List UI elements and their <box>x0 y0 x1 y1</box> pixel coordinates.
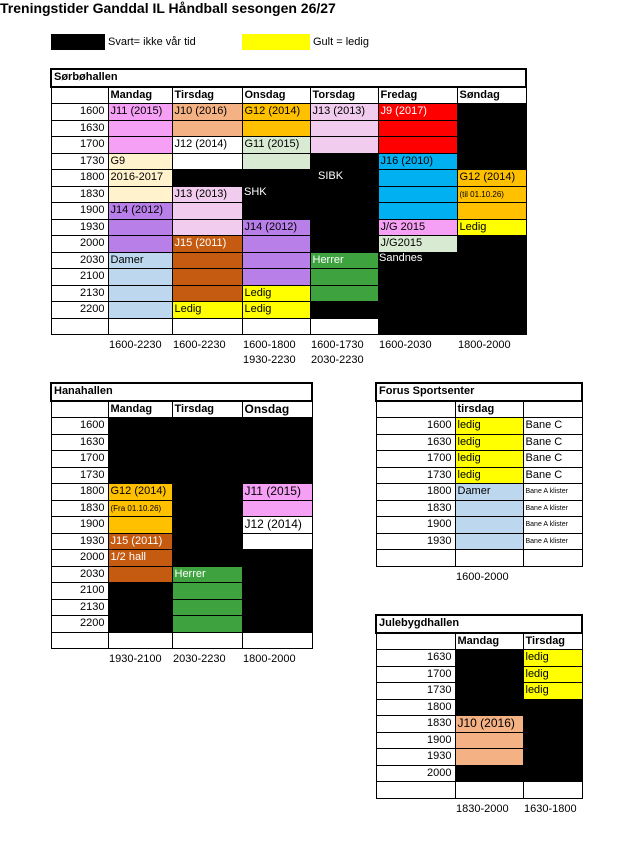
schedule-cell: G9 <box>108 153 172 170</box>
schedule-cell <box>242 269 310 286</box>
schedule-cell <box>172 533 242 550</box>
day-header: Fredag <box>378 87 457 104</box>
time-cell: 2000 <box>51 236 108 253</box>
schedule-cell <box>108 186 172 203</box>
time-row <box>51 550 312 567</box>
schedule-cell: J10 (2016) <box>172 104 242 121</box>
time-range-summary: 1600-2000 <box>456 571 509 583</box>
schedule-cell: 2016-2017 <box>108 170 172 187</box>
time-cell: 1700 <box>51 137 108 154</box>
time-cell: 1930 <box>51 219 108 236</box>
schedule-cell <box>455 732 523 749</box>
schedule-cell <box>457 285 526 302</box>
time-row <box>51 252 526 269</box>
schedule-cell <box>457 120 526 137</box>
schedule-cell: G11 (2015) <box>242 137 310 154</box>
day-header: Tirsdag <box>172 401 242 418</box>
schedule-cell <box>242 203 310 220</box>
time-cell <box>376 782 455 799</box>
time-cell: 1930 <box>376 749 455 766</box>
schedule-cell <box>455 666 523 683</box>
schedule-cell <box>242 467 312 484</box>
schedule-cell: ledig <box>523 650 582 667</box>
schedule-cell <box>310 153 378 170</box>
time-row <box>376 550 582 567</box>
time-row <box>51 120 526 137</box>
schedule-cell <box>172 269 242 286</box>
time-row <box>376 418 582 435</box>
time-header <box>51 87 108 104</box>
schedule-cell <box>172 120 242 137</box>
schedule-cell <box>172 434 242 451</box>
schedule-cell <box>108 269 172 286</box>
schedule-cell <box>378 203 457 220</box>
time-row <box>51 153 526 170</box>
time-row <box>376 467 582 484</box>
page-title: Treningstider Ganddal IL Håndball sesongen 26/27 <box>0 0 336 16</box>
schedule-cell: ledig <box>455 451 523 468</box>
time-cell: 1600 <box>376 418 455 435</box>
schedule-cell <box>455 765 523 782</box>
schedule-cell <box>108 120 172 137</box>
schedule-cell: J15 (2011) <box>172 236 242 253</box>
schedule-cell <box>172 484 242 501</box>
time-row <box>376 533 582 550</box>
schedule-cell <box>242 583 312 600</box>
schedule-cell <box>108 583 172 600</box>
sandnes-label: Sandnes <box>379 252 423 264</box>
time-row <box>51 599 312 616</box>
time-cell: 2030 <box>51 566 108 583</box>
time-cell: 2130 <box>51 599 108 616</box>
schedule-cell: J12 (2014) <box>242 517 312 534</box>
schedule-cell <box>310 318 378 335</box>
time-row <box>51 451 312 468</box>
time-cell: 1730 <box>51 153 108 170</box>
schedule-cell <box>108 632 172 649</box>
time-row <box>376 434 582 451</box>
schedule-cell <box>108 318 172 335</box>
schedule-cell <box>108 236 172 253</box>
time-row <box>51 484 312 501</box>
time-row <box>376 732 582 749</box>
schedule-cell <box>310 269 378 286</box>
legend-yellow-swatch <box>242 34 310 50</box>
time-header <box>376 401 455 418</box>
schedule-cell <box>108 599 172 616</box>
time-row <box>51 517 312 534</box>
schedule-cell <box>108 219 172 236</box>
schedule-cell <box>172 318 242 335</box>
schedule-cell <box>310 186 378 203</box>
schedule-cell: J14 (2012) <box>108 203 172 220</box>
time-cell <box>51 632 108 649</box>
schedule-cell <box>378 137 457 154</box>
schedule-cell <box>242 434 312 451</box>
time-cell <box>51 318 108 335</box>
schedule-cell: Bane C <box>523 434 582 451</box>
time-cell: 1700 <box>376 666 455 683</box>
time-row <box>376 517 582 534</box>
sorbohallen-schedule-table <box>50 68 527 335</box>
time-cell: 1630 <box>51 434 108 451</box>
schedule-cell: J11 (2015) <box>242 484 312 501</box>
schedule-cell: J9 (2017) <box>378 104 457 121</box>
time-cell: 1900 <box>376 517 455 534</box>
time-row <box>51 219 526 236</box>
schedule-cell <box>108 418 172 435</box>
time-cell: 1930 <box>376 533 455 550</box>
schedule-cell <box>457 104 526 121</box>
time-row <box>51 533 312 550</box>
schedule-cell <box>310 219 378 236</box>
schedule-cell <box>242 550 312 567</box>
schedule-cell <box>455 782 523 799</box>
time-cell: 1730 <box>51 467 108 484</box>
schedule-cell <box>378 269 457 286</box>
schedule-cell <box>108 137 172 154</box>
time-row <box>51 236 526 253</box>
time-cell: 1730 <box>376 467 455 484</box>
schedule-cell: ledig <box>523 666 582 683</box>
schedule-cell <box>172 467 242 484</box>
time-row <box>376 451 582 468</box>
schedule-cell <box>457 269 526 286</box>
time-row <box>376 683 582 700</box>
legend-black-swatch <box>51 34 105 50</box>
time-row <box>376 650 582 667</box>
schedule-cell <box>455 650 523 667</box>
time-cell: 1730 <box>376 683 455 700</box>
schedule-cell <box>455 699 523 716</box>
schedule-cell <box>172 616 242 633</box>
schedule-cell: J15 (2011) <box>108 533 172 550</box>
schedule-cell <box>455 550 523 567</box>
time-range-summary: 1600-1800 <box>243 339 296 351</box>
hall-name: Hanahallen <box>51 383 312 401</box>
schedule-cell <box>378 170 457 187</box>
schedule-cell <box>242 418 312 435</box>
time-range-summary: 1800-2000 <box>243 653 296 665</box>
schedule-cell <box>108 434 172 451</box>
schedule-cell <box>242 236 310 253</box>
time-cell: 2200 <box>51 616 108 633</box>
time-cell: 1830 <box>376 716 455 733</box>
time-cell: 2100 <box>51 269 108 286</box>
time-cell: 2200 <box>51 302 108 319</box>
schedule-cell <box>242 632 312 649</box>
schedule-cell: J13 (2013) <box>310 104 378 121</box>
schedule-cell <box>457 302 526 319</box>
schedule-cell: ledig <box>455 434 523 451</box>
day-header: Tirsdag <box>172 87 242 104</box>
schedule-cell: ledig <box>455 467 523 484</box>
schedule-cell <box>523 782 582 799</box>
time-row <box>51 203 526 220</box>
time-cell: 1800 <box>51 484 108 501</box>
schedule-cell: (Fra 01.10.26) <box>108 500 172 517</box>
time-row <box>51 418 312 435</box>
schedule-cell <box>172 252 242 269</box>
schedule-cell: J/G2015 <box>378 236 457 253</box>
day-header: Mandag <box>108 401 172 418</box>
schedule-cell <box>172 599 242 616</box>
time-range-summary: 1600-2230 <box>109 339 162 351</box>
time-header <box>376 633 455 650</box>
legend-black-label: Svart= ikke vår tid <box>108 36 196 48</box>
schedule-cell <box>172 500 242 517</box>
time-row <box>51 434 312 451</box>
forus-schedule-table <box>375 382 583 567</box>
schedule-cell <box>455 683 523 700</box>
time-row <box>51 285 526 302</box>
time-cell: 2030 <box>51 252 108 269</box>
time-row <box>376 765 582 782</box>
schedule-cell <box>378 302 457 319</box>
time-cell: 1600 <box>51 418 108 435</box>
schedule-cell <box>172 153 242 170</box>
schedule-cell <box>108 302 172 319</box>
time-row <box>51 500 312 517</box>
schedule-cell <box>242 252 310 269</box>
schedule-cell <box>108 517 172 534</box>
schedule-cell <box>172 285 242 302</box>
schedule-cell <box>455 517 523 534</box>
schedule-cell <box>242 451 312 468</box>
day-header: tirsdag <box>455 401 523 418</box>
hall-name: Sørbøhallen <box>51 69 526 87</box>
time-row <box>51 583 312 600</box>
time-range-summary: 1630-1800 <box>524 803 577 815</box>
schedule-cell <box>455 533 523 550</box>
time-cell: 2100 <box>51 583 108 600</box>
schedule-cell <box>310 120 378 137</box>
schedule-cell: ledig <box>455 418 523 435</box>
time-range-summary: 1830-2000 <box>456 803 509 815</box>
schedule-cell: Herrer <box>172 566 242 583</box>
schedule-cell: J14 (2012) <box>242 219 310 236</box>
time-row <box>51 269 526 286</box>
hanahallen-schedule-table <box>50 382 313 649</box>
schedule-cell: Herrer <box>310 252 378 269</box>
time-row <box>376 716 582 733</box>
time-row <box>376 484 582 501</box>
schedule-cell <box>242 616 312 633</box>
time-row <box>51 104 526 121</box>
schedule-cell <box>523 749 582 766</box>
day-header: Onsdag <box>242 401 312 418</box>
schedule-cell: J16 (2010) <box>378 153 457 170</box>
schedule-cell: J13 (2013) <box>172 186 242 203</box>
time-row <box>51 137 526 154</box>
schedule-cell <box>523 550 582 567</box>
time-cell: 2000 <box>376 765 455 782</box>
schedule-cell: G12 (2014) <box>457 170 526 187</box>
schedule-cell <box>457 137 526 154</box>
day-header: Onsdag <box>242 87 310 104</box>
time-range-summary: 1800-2000 <box>458 339 511 351</box>
schedule-cell <box>523 765 582 782</box>
time-row <box>51 632 312 649</box>
schedule-cell: ledig <box>523 683 582 700</box>
schedule-cell <box>310 302 378 319</box>
time-cell: 1800 <box>376 484 455 501</box>
schedule-cell <box>310 203 378 220</box>
time-cell: 1700 <box>51 451 108 468</box>
schedule-cell: Bane A klister <box>523 484 582 501</box>
day-header: Torsdag <box>310 87 378 104</box>
schedule-cell <box>378 285 457 302</box>
time-range-summary: 1600-2030 <box>379 339 432 351</box>
time-cell: 1830 <box>51 500 108 517</box>
hall-name: Julebygdhallen <box>376 615 582 633</box>
schedule-cell <box>242 120 310 137</box>
schedule-cell <box>172 219 242 236</box>
time-row <box>51 467 312 484</box>
schedule-cell: Damer <box>108 252 172 269</box>
schedule-cell <box>523 716 582 733</box>
time-row <box>376 749 582 766</box>
schedule-cell: (til 01.10.26) <box>457 186 526 203</box>
schedule-cell: J12 (2014) <box>172 137 242 154</box>
schedule-cell <box>242 318 310 335</box>
schedule-cell: Bane C <box>523 467 582 484</box>
schedule-cell <box>457 153 526 170</box>
schedule-cell <box>108 451 172 468</box>
time-row <box>51 170 526 187</box>
schedule-cell <box>455 749 523 766</box>
shk-label: SHK <box>244 186 267 198</box>
schedule-cell: J/G 2015 <box>378 219 457 236</box>
schedule-cell <box>172 550 242 567</box>
time-cell: 1800 <box>376 699 455 716</box>
schedule-cell: Ledig <box>172 302 242 319</box>
schedule-cell <box>242 566 312 583</box>
time-row <box>376 782 582 799</box>
schedule-cell: J10 (2016) <box>455 716 523 733</box>
hall-name: Forus Sportsenter <box>376 383 582 401</box>
time-range-summary: 1600-1730 <box>311 339 364 351</box>
schedule-cell: Ledig <box>242 285 310 302</box>
schedule-cell: G12 (2014) <box>242 104 310 121</box>
day-header: Tirsdag <box>523 633 582 650</box>
schedule-cell: Bane A klister <box>523 517 582 534</box>
day-header <box>523 401 582 418</box>
schedule-cell: Bane C <box>523 451 582 468</box>
time-cell: 2000 <box>51 550 108 567</box>
schedule-cell <box>242 170 310 187</box>
time-cell: 1830 <box>51 186 108 203</box>
time-row <box>376 699 582 716</box>
schedule-cell <box>242 153 310 170</box>
time-cell <box>376 550 455 567</box>
schedule-cell: J11 (2015) <box>108 104 172 121</box>
time-row <box>376 500 582 517</box>
schedule-cell: 1/2 hall <box>108 550 172 567</box>
schedule-cell <box>108 467 172 484</box>
schedule-cell <box>457 318 526 335</box>
julebygdhallen-schedule-table <box>375 614 583 799</box>
day-header: Mandag <box>455 633 523 650</box>
schedule-cell: Bane C <box>523 418 582 435</box>
schedule-cell <box>172 517 242 534</box>
schedule-cell <box>172 170 242 187</box>
time-cell: 1630 <box>376 650 455 667</box>
schedule-cell <box>108 285 172 302</box>
time-row <box>51 616 312 633</box>
time-row <box>376 666 582 683</box>
schedule-cell <box>457 203 526 220</box>
time-cell: 1830 <box>376 500 455 517</box>
time-range-summary: 1930-2230 <box>243 354 296 366</box>
schedule-cell <box>108 566 172 583</box>
schedule-cell <box>242 500 312 517</box>
schedule-cell <box>242 599 312 616</box>
schedule-cell: Bane A klister <box>523 500 582 517</box>
time-cell: 1630 <box>51 120 108 137</box>
time-range-summary: 1600-2230 <box>173 339 226 351</box>
schedule-cell <box>172 418 242 435</box>
schedule-cell <box>457 236 526 253</box>
schedule-cell <box>455 500 523 517</box>
schedule-cell <box>457 252 526 269</box>
schedule-cell: Bane A klister <box>523 533 582 550</box>
time-cell: 1630 <box>376 434 455 451</box>
schedule-cell: Ledig <box>242 302 310 319</box>
schedule-cell <box>523 699 582 716</box>
time-range-summary: 1930-2100 <box>109 653 162 665</box>
time-cell: 1930 <box>51 533 108 550</box>
sibk-label: SIBK <box>318 170 344 182</box>
schedule-cell <box>523 732 582 749</box>
schedule-cell <box>172 451 242 468</box>
time-row <box>51 302 526 319</box>
schedule-cell <box>310 285 378 302</box>
schedule-cell <box>378 186 457 203</box>
schedule-cell <box>108 616 172 633</box>
schedule-cell <box>378 120 457 137</box>
day-header: Mandag <box>108 87 172 104</box>
time-range-summary: 2030-2230 <box>173 653 226 665</box>
time-header <box>51 401 108 418</box>
schedule-cell <box>172 583 242 600</box>
schedule-cell <box>172 203 242 220</box>
schedule-cell <box>310 137 378 154</box>
time-cell: 2130 <box>51 285 108 302</box>
time-cell: 1600 <box>51 104 108 121</box>
schedule-cell <box>378 318 457 335</box>
time-cell: 1800 <box>51 170 108 187</box>
time-cell: 1900 <box>51 517 108 534</box>
schedule-cell <box>172 632 242 649</box>
schedule-cell: G12 (2014) <box>108 484 172 501</box>
legend-yellow-label: Gult = ledig <box>313 36 369 48</box>
time-cell: 1900 <box>376 732 455 749</box>
time-range-summary: 2030-2230 <box>311 354 364 366</box>
schedule-cell <box>310 236 378 253</box>
time-row <box>51 318 526 335</box>
time-row <box>51 186 526 203</box>
time-cell: 1900 <box>51 203 108 220</box>
day-header: Søndag <box>457 87 526 104</box>
time-row <box>51 566 312 583</box>
time-cell: 1700 <box>376 451 455 468</box>
schedule-cell: Damer <box>455 484 523 501</box>
schedule-cell: Ledig <box>457 219 526 236</box>
schedule-cell <box>242 533 312 550</box>
